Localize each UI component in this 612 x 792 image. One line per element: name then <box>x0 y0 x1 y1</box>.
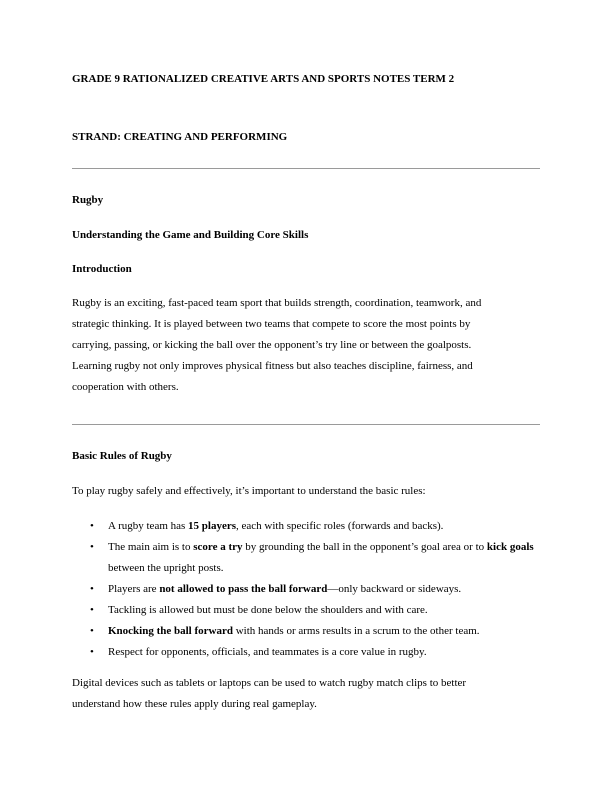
bullet-icon: • <box>90 541 94 553</box>
rule-item <box>72 537 542 579</box>
rules-heading: Basic Rules of Rugby <box>72 450 172 462</box>
rule-item-text: —only backward or sideways. <box>327 583 462 595</box>
bullet-icon: • <box>90 604 94 616</box>
intro-line: strategic thinking. It is played between two teams that compete to score the most points by <box>72 318 471 330</box>
intro-line: cooperation with others. <box>72 381 179 393</box>
bullet-icon: • <box>90 520 94 532</box>
rule-item-text: Respect for opponents, officials, and teammates is a core value in rugby. <box>108 646 427 658</box>
topic-title: Rugby <box>72 194 104 206</box>
rule-item-emphasis: score a try <box>193 541 243 553</box>
intro-line: Rugby is an exciting, fast-paced team sport that builds strength, coordination, teamwork, and <box>72 297 482 309</box>
intro-line: carrying, passing, or kicking the ball over the opponent’s try line or between the goalposts. <box>72 339 472 351</box>
rule-item-text: Players are <box>108 583 160 595</box>
rule-item-emphasis: 15 players <box>188 520 237 532</box>
strand-heading: STRAND: CREATING AND PERFORMING <box>72 131 288 143</box>
bullet-icon: • <box>90 646 94 658</box>
closing-paragraph <box>72 673 542 715</box>
closing-line: Digital devices such as tablets or laptops can be used to watch rugby match clips to better <box>72 677 467 689</box>
topic-subtitle: Understanding the Game and Building Core Skills <box>72 229 309 241</box>
rule-item-emphasis: kick goals <box>486 541 534 553</box>
rules-list <box>72 516 542 663</box>
rule-item <box>72 600 542 621</box>
rule-item <box>72 621 542 642</box>
divider-middle <box>72 424 540 425</box>
divider-top <box>72 168 540 169</box>
rule-item-text: , each with specific roles (forwards and backs). <box>236 520 444 532</box>
rule-item-emphasis: not allowed to pass the ball forward <box>159 583 328 595</box>
rule-item-text: A rugby team has <box>108 520 189 532</box>
rules-lead: To play rugby safely and effectively, it’s important to understand the basic rules: <box>72 485 426 497</box>
rule-item <box>72 642 542 663</box>
closing-line: understand how these rules apply during real gameplay. <box>72 698 317 710</box>
rule-item-text: by grounding the ball in the opponent’s goal area or to <box>242 541 487 553</box>
bullet-icon: • <box>90 625 94 637</box>
document-title: GRADE 9 RATIONALIZED CREATIVE ARTS AND SPORTS NOTES TERM 2 <box>72 73 455 85</box>
rule-item-text: Tackling is allowed but must be done below the shoulders and with care. <box>108 604 428 616</box>
intro-paragraph <box>72 293 542 398</box>
rule-item-text: with hands or arms results in a scrum to the other team. <box>232 625 480 637</box>
rule-item <box>72 579 542 600</box>
rule-item <box>72 516 542 537</box>
rule-item-text: between the upright posts. <box>108 562 224 574</box>
rule-item-text: The main aim is to <box>108 541 194 553</box>
bullet-icon: • <box>90 583 94 595</box>
rule-item-emphasis: Knocking the ball forward <box>108 625 233 637</box>
intro-heading: Introduction <box>72 263 132 275</box>
intro-line: Learning rugby not only improves physical fitness but also teaches discipline, fairness, and <box>72 360 473 372</box>
